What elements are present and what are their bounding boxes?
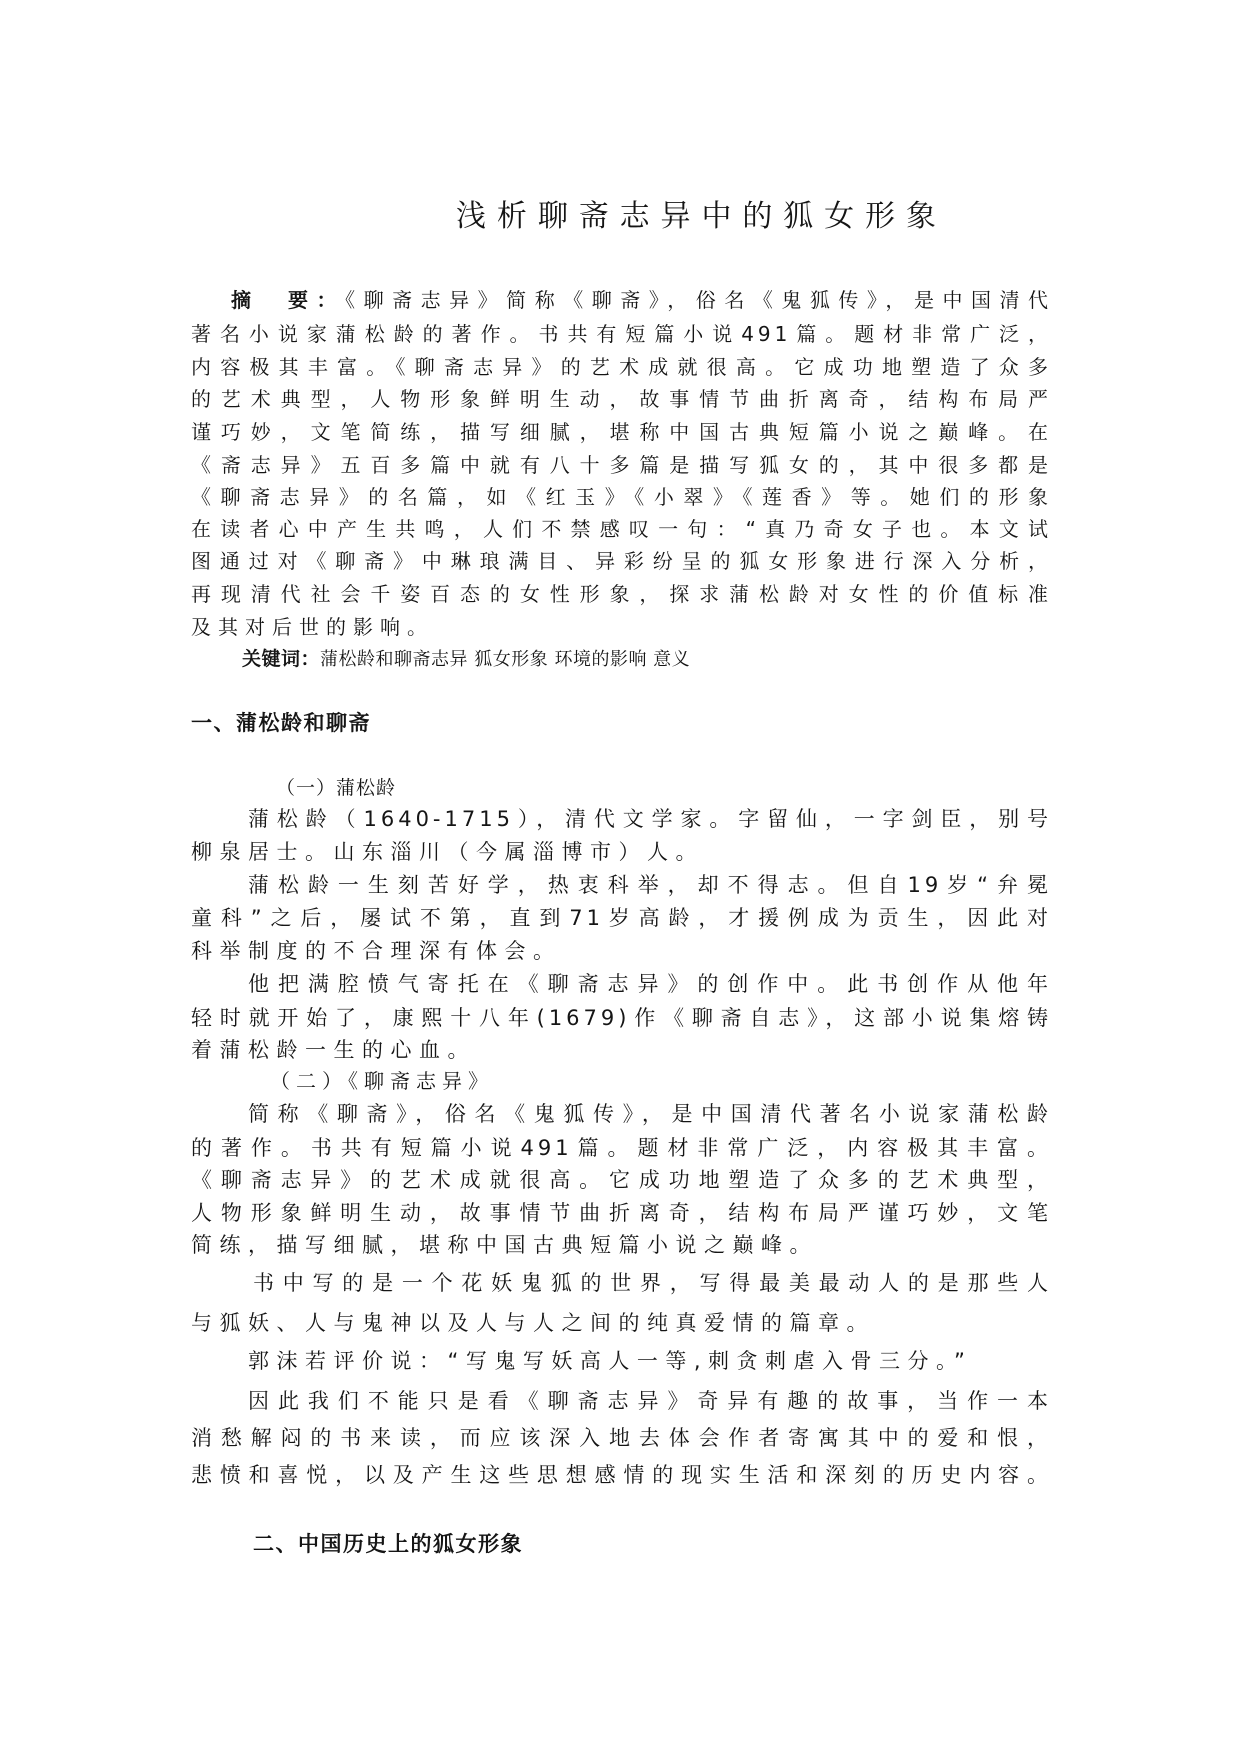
abstract-line: 图通过对《聊斋》中琳琅满目、异彩纷呈的狐女形象进行深入分析， <box>191 549 1052 573</box>
abstract-line: 再现清代社会千姿百态的女性形象，探求蒲松龄对女性的价值标准 <box>191 582 1052 606</box>
abstract-line <box>231 284 1052 318</box>
keywords-text: 蒲松龄和聊斋志异 狐女形象 环境的影响 意义 <box>320 649 691 670</box>
paragraph-line: 人物形象鲜明生动，故事情节曲折离奇，结构布局严谨巧妙，文笔 <box>191 1201 1052 1225</box>
abstract-line: 及其对后世的影响。 <box>191 615 434 639</box>
subsection-heading: （二）《聊斋志异》 <box>270 1069 494 1093</box>
paragraph-line: 《聊斋志异》的艺术成就很高。它成功地塑造了众多的艺术典型， <box>191 1168 1052 1192</box>
document-title: 浅析聊斋志异中的狐女形象 <box>456 199 942 234</box>
paragraph-line: 悲愤和喜悦，以及产生这些思想感情的现实生活和深刻的历史内容。 <box>191 1463 1052 1487</box>
paragraph-line: 柳泉居士。山东淄川（今属淄博市）人。 <box>191 840 704 864</box>
paragraph-line: 着蒲松龄一生的心血。 <box>191 1038 476 1062</box>
paragraph-line: 消愁解闷的书来读，而应该深入地去体会作者寄寓其中的爱和恨， <box>191 1426 1052 1450</box>
paragraph-line: 蒲松龄（1640-1715），清代文学家。字留仙，一字剑臣，别号 <box>248 807 1052 831</box>
abstract-line: 《斋志异》五百多篇中就有八十多篇是描写狐女的，其中很多都是 <box>191 453 1052 477</box>
abstract-line: 《聊斋志异》的名篇，如《红玉》《小翠》《莲香》等。她们的形象 <box>191 485 1052 509</box>
paragraph-line: 的著作。书共有短篇小说491篇。题材非常广泛，内容极其丰富。 <box>191 1136 1052 1160</box>
paragraph-line: 与狐妖、人与鬼神以及人与人之间的纯真爱情的篇章。 <box>191 1311 875 1335</box>
paragraph-line: 因此我们不能只是看《聊斋志异》奇异有趣的故事，当作一本 <box>248 1389 1052 1413</box>
abstract-label: 摘 要： <box>231 288 346 312</box>
paragraph-line: 科举制度的不合理深有体会。 <box>191 939 562 963</box>
paragraph-line: 简称《聊斋》，俗名《鬼狐传》，是中国清代著名小说家蒲松龄 <box>248 1102 1052 1126</box>
paragraph-line: 简练，描写细腻，堪称中国古典短篇小说之巅峰。 <box>191 1233 818 1257</box>
abstract-line: 谨巧妙，文笔简练，描写细腻，堪称中国古典短篇小说之巅峰。在 <box>191 420 1052 444</box>
abstract-line: 著名小说家蒲松龄的著作。书共有短篇小说491篇。题材非常广泛， <box>191 322 1052 346</box>
abstract-line-text: 《聊斋志异》简称《聊斋》，俗名《鬼狐传》，是中国清代 <box>345 288 1052 312</box>
subsection-heading: （一）蒲松龄 <box>276 777 397 799</box>
paragraph-line: 童科”之后，屡试不第，直到71岁高龄，才援例成为贡生，因此对 <box>191 906 1052 930</box>
paragraph-line: 他把满腔愤气寄托在《聊斋志异》的创作中。此书创作从他年 <box>248 972 1052 996</box>
section-heading: 二、中国历史上的狐女形象 <box>253 1532 523 1556</box>
abstract-line: 在读者心中产生共鸣，人们不禁感叹一句：“真乃奇女子也。本文试 <box>191 517 1052 541</box>
paragraph-line: 书中写的是一个花妖鬼狐的世界，写得最美最动人的是那些人 <box>253 1271 1052 1295</box>
paragraph-line: 轻时就开始了，康熙十八年(1679)作《聊斋自志》，这部小说集熔铸 <box>191 1006 1052 1030</box>
abstract-line: 内容极其丰富。《聊斋志异》的艺术成就很高。它成功地塑造了众多 <box>191 355 1052 379</box>
quote-line: 郭沫若评价说：“写鬼写妖高人一等,刺贪刺虐入骨三分。” <box>248 1349 973 1373</box>
keywords-line <box>242 643 690 677</box>
section-heading: 一、蒲松龄和聊斋 <box>191 711 371 735</box>
paragraph-line: 蒲松龄一生刻苦好学，热衷科举，却不得志。但自19岁“弁冕 <box>248 873 1052 897</box>
keywords-label: 关键词： <box>242 648 321 670</box>
abstract-line: 的艺术典型，人物形象鲜明生动，故事情节曲折离奇，结构布局严 <box>191 387 1052 411</box>
